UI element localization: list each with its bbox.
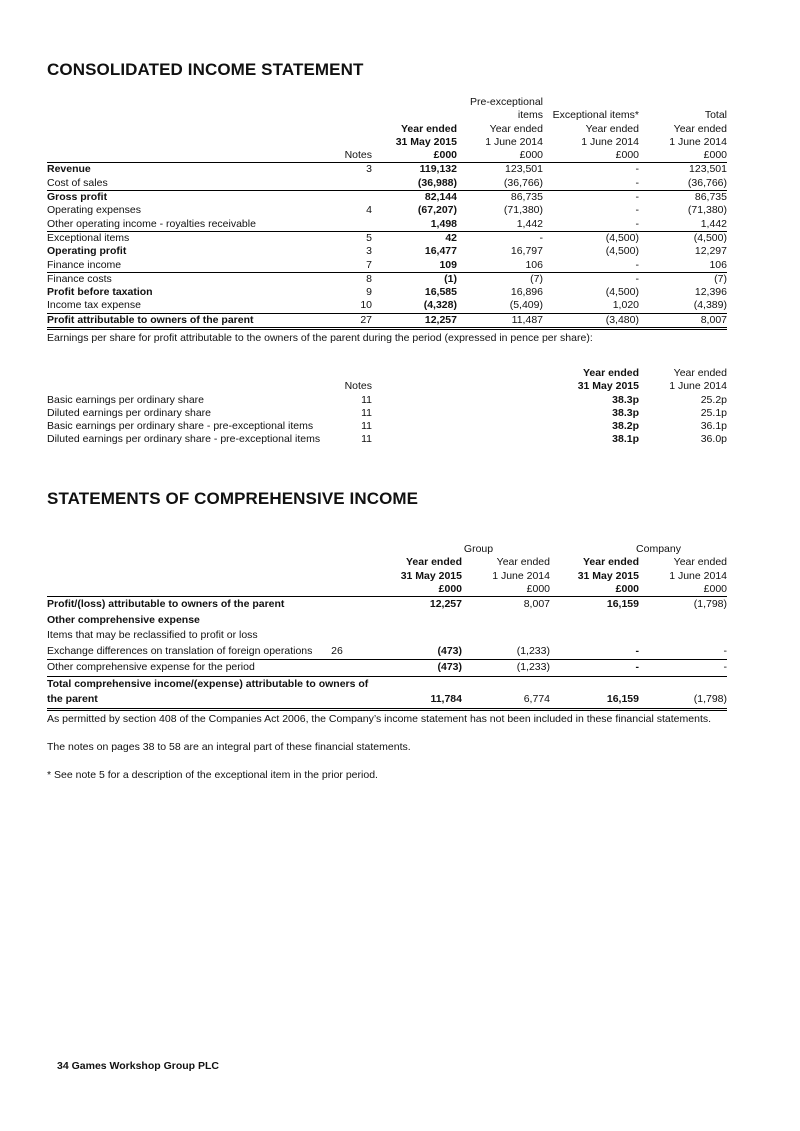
value-total-2014: 12,396 <box>694 286 727 299</box>
value-2015: (4,328) <box>372 299 457 313</box>
value-total-2014: (36,766) <box>639 177 727 191</box>
row-note <box>307 177 372 191</box>
value-pre-exceptional-2014: 16,797 <box>510 245 543 258</box>
company-value-2015 <box>550 676 639 692</box>
company-value-2015: - <box>550 644 639 660</box>
value-exceptional-2014: - <box>635 191 639 204</box>
row-note <box>307 218 372 232</box>
table-row <box>47 218 727 232</box>
company-value-2015 <box>550 613 639 629</box>
row-label: Gross profit <box>47 191 108 204</box>
group-value-2015 <box>367 628 462 644</box>
table-row <box>47 272 727 286</box>
value-2015: 119,132 <box>419 163 457 176</box>
value-total-2014: 86,735 <box>694 191 727 204</box>
notes-header: Notes <box>344 380 372 393</box>
value-2015: 38.3p <box>612 393 639 406</box>
table-row <box>47 177 727 191</box>
value-pre-exceptional-2014: 86,735 <box>510 191 543 204</box>
value-2015: 38.2p <box>612 420 639 433</box>
value-pre-exceptional-2014: 11,487 <box>457 313 543 328</box>
row-label: Operating expenses <box>47 204 141 217</box>
company-value-2014: - <box>639 660 727 677</box>
header-cell: 31 May 2015 <box>577 380 639 393</box>
header-cell: 1 June 2014 <box>485 135 543 148</box>
header-cell: Year ended <box>582 556 639 569</box>
table-row <box>47 394 727 407</box>
group-value-2015: (473) <box>367 644 462 660</box>
value-exceptional-2014: - <box>543 259 639 273</box>
row-note <box>307 597 367 613</box>
group-value-2015: (473) <box>367 660 462 677</box>
value-2015: 16,477 <box>424 245 457 258</box>
header-row <box>47 380 727 393</box>
header-row <box>47 109 727 122</box>
header-row <box>47 543 727 556</box>
value-total-2014: (7) <box>714 272 727 285</box>
row-label: the parent <box>47 692 307 709</box>
value-2015: (36,988) <box>372 177 457 191</box>
header-cell: Year ended <box>489 122 543 135</box>
value-pre-exceptional-2014: - <box>539 231 543 244</box>
group-value-2014: (1,233) <box>462 644 550 660</box>
header-cell: Total <box>704 109 727 122</box>
header-row <box>47 570 727 583</box>
value-total-2014: 123,501 <box>689 163 727 176</box>
row-label: Diluted earnings per ordinary share <box>47 406 212 419</box>
eps-table <box>47 367 727 447</box>
row-label: Finance income <box>47 259 307 273</box>
value-exceptional-2014: - <box>635 163 639 176</box>
header-cell: 1 June 2014 <box>492 569 550 582</box>
header-cell: 31 May 2015 <box>400 569 462 582</box>
row-label: Exchange differences on translation of foreign operations <box>47 644 307 660</box>
header-cell: £000 <box>457 149 543 163</box>
header-cell: £000 <box>462 583 550 597</box>
comprehensive-income-title: STATEMENTS OF COMPREHENSIVE INCOME <box>47 489 419 508</box>
table-row <box>47 644 727 660</box>
value-exceptional-2014: - <box>543 177 639 191</box>
header-cell: Year ended <box>673 367 727 379</box>
value-total-2014: 8,007 <box>639 313 727 328</box>
company-value-2015 <box>550 628 639 644</box>
header-cell: Year ended <box>405 556 462 569</box>
row-note <box>307 692 367 709</box>
value-exceptional-2014: (4,500) <box>605 231 639 244</box>
header-cell: Year ended <box>673 556 728 569</box>
table-row <box>47 259 727 273</box>
header-row <box>47 149 727 163</box>
value-2015: (1) <box>444 272 457 285</box>
table-row <box>47 245 727 258</box>
header-row <box>47 583 727 597</box>
value-pre-exceptional-2014: (71,380) <box>503 204 543 217</box>
header-cell: Year ended <box>582 367 639 379</box>
value-total-2014: 12,297 <box>694 245 727 258</box>
note-integral-part: The notes on pages 38 to 58 are an integral part of these financial statements. <box>47 741 411 753</box>
row-note: 27 <box>307 313 372 328</box>
value-pre-exceptional-2014: 16,896 <box>510 286 543 299</box>
value-exceptional-2014: 1,020 <box>543 299 639 313</box>
company-value-2014: - <box>639 644 727 660</box>
company-value-2014: (1,798) <box>693 598 728 611</box>
value-2014: 25.1p <box>700 406 727 419</box>
table-row <box>47 286 727 299</box>
table-row <box>47 692 727 709</box>
row-note: 8 <box>366 272 372 285</box>
table-row <box>47 433 727 446</box>
income-statement-title: CONSOLIDATED INCOME STATEMENT <box>47 60 364 79</box>
group-value-2014 <box>462 628 550 644</box>
header-cell: £000 <box>372 149 457 163</box>
row-note <box>307 628 367 644</box>
header-cell: £000 <box>639 583 727 597</box>
header-cell: Year ended <box>400 122 457 135</box>
row-label: Basic earnings per ordinary share - pre-exceptional items <box>47 420 314 433</box>
value-pre-exceptional-2014: (5,409) <box>457 299 543 313</box>
header-cell: 1 June 2014 <box>669 569 728 582</box>
eps-intro: Earnings per share for profit attributable to the owners of the parent during the period (expressed in pence per share): <box>47 332 593 344</box>
value-2015: 42 <box>445 231 457 244</box>
row-label: Income tax expense <box>47 299 307 313</box>
note-section-408: As permitted by section 408 of the Companies Act 2006, the Company’s income statement has not been included in these financial statements. <box>47 713 712 725</box>
value-exceptional-2014: (4,500) <box>605 286 639 299</box>
header-cell: 31 May 2015 <box>577 569 639 582</box>
value-pre-exceptional-2014: (36,766) <box>457 177 543 191</box>
value-exceptional-2014: - <box>543 218 639 232</box>
row-label: Profit attributable to owners of the parent <box>47 313 307 328</box>
value-2015: 12,257 <box>372 313 457 328</box>
header-cell: 1 June 2014 <box>669 135 727 148</box>
row-label: Exceptional items <box>47 231 130 244</box>
header-cell: £000 <box>639 149 727 163</box>
header-cell: £000 <box>543 149 639 163</box>
row-label: Other comprehensive expense for the period <box>47 660 307 677</box>
table-row <box>47 191 727 205</box>
value-total-2014: (4,389) <box>639 299 727 313</box>
value-total-2014: 1,442 <box>639 218 727 232</box>
value-pre-exceptional-2014: 106 <box>457 259 543 273</box>
value-2015: 109 <box>372 259 457 273</box>
header-row <box>47 123 727 136</box>
group-value-2014: (1,233) <box>462 660 550 677</box>
company-value-2015: 16,159 <box>550 692 639 709</box>
value-2015: 1,498 <box>372 218 457 232</box>
row-note: 10 <box>307 299 372 313</box>
table-row <box>47 313 727 328</box>
value-exceptional-2014: - <box>635 272 639 285</box>
group-value-2014: 6,774 <box>462 692 550 709</box>
group-value-2015 <box>367 613 462 629</box>
table-row <box>47 420 727 433</box>
row-label: Diluted earnings per ordinary share - pre-exceptional items <box>47 433 321 446</box>
header-cell: Year ended <box>585 122 639 135</box>
row-note: 3 <box>366 245 372 258</box>
value-pre-exceptional-2014: (7) <box>530 272 543 285</box>
header-row <box>47 96 727 109</box>
row-label: Finance costs <box>47 272 112 285</box>
row-label: Items that may be reclassified to profit or loss <box>47 629 258 642</box>
group-value-2014 <box>462 613 550 629</box>
comprehensive-income-table <box>47 543 727 711</box>
value-total-2014: (4,500) <box>693 231 727 244</box>
company-value-2014: (1,798) <box>639 692 727 709</box>
row-note: 26 <box>307 644 367 660</box>
notes-header: Notes <box>307 149 372 163</box>
header-cell: 1 June 2014 <box>581 135 639 148</box>
header-cell: Pre-exceptional <box>470 96 543 108</box>
row-label: Total comprehensive income/(expense) attributable to owners of <box>47 677 369 690</box>
table-row <box>47 299 727 313</box>
row-note: 3 <box>366 163 372 176</box>
group-value-2015: 12,257 <box>429 598 462 611</box>
value-pre-exceptional-2014: 1,442 <box>457 218 543 232</box>
value-2015: 82,144 <box>424 191 457 204</box>
company-value-2015: - <box>550 660 639 677</box>
value-exceptional-2014: (4,500) <box>605 245 639 258</box>
row-label: Basic earnings per ordinary share <box>47 393 204 406</box>
row-label: Profit/(loss) attributable to owners of the parent <box>47 598 285 611</box>
table-row <box>47 597 727 613</box>
table-row <box>47 163 727 177</box>
header-cell: Year ended <box>496 556 550 569</box>
table-row <box>47 660 727 677</box>
header-row <box>47 136 727 149</box>
value-2014: 36.0p <box>700 433 727 446</box>
table-row <box>47 613 727 629</box>
value-2015: (67,207) <box>417 204 457 217</box>
row-note: 11 <box>361 420 372 433</box>
row-note: 5 <box>366 231 372 244</box>
value-total-2014: 106 <box>639 259 727 273</box>
row-note: 11 <box>361 406 372 419</box>
row-label: Revenue <box>47 163 91 176</box>
row-note: 9 <box>366 286 372 299</box>
row-label: Other operating income - royalties receivable <box>47 218 307 232</box>
value-2015: 16,585 <box>424 286 457 299</box>
company-value-2014 <box>639 628 727 644</box>
value-2015: 38.3p <box>612 406 639 419</box>
header-cell: items <box>517 109 543 122</box>
row-note: 7 <box>307 259 372 273</box>
group-header: Group <box>463 543 494 555</box>
row-label: Other comprehensive expense <box>47 613 200 626</box>
table-row <box>47 204 727 217</box>
value-2014: 36.1p <box>700 420 727 433</box>
group-value-2015: 11,784 <box>367 692 462 709</box>
row-label: Cost of sales <box>47 177 307 191</box>
income-statement-table <box>47 96 727 330</box>
value-total-2014: (71,380) <box>687 204 727 217</box>
table-row <box>47 676 727 692</box>
group-value-2015 <box>367 676 462 692</box>
company-value-2014 <box>639 676 727 692</box>
header-row <box>47 556 727 569</box>
row-label: Operating profit <box>47 245 127 258</box>
value-exceptional-2014: (3,480) <box>543 313 639 328</box>
value-pre-exceptional-2014: 123,501 <box>505 163 543 176</box>
row-note <box>307 613 367 629</box>
row-note <box>307 191 372 205</box>
note-exceptional-item: * See note 5 for a description of the exceptional item in the prior period. <box>47 769 378 781</box>
header-cell: £000 <box>367 583 462 597</box>
value-2015: 38.1p <box>612 433 639 446</box>
header-cell: Exceptional items* <box>552 109 639 122</box>
company-value-2014 <box>639 613 727 629</box>
company-header: Company <box>636 543 681 555</box>
page-footer: 34 Games Workshop Group PLC <box>57 1060 220 1072</box>
group-value-2014: 8,007 <box>523 598 550 611</box>
header-cell: Year ended <box>673 122 727 135</box>
row-note: 4 <box>366 204 372 217</box>
row-note <box>307 660 367 677</box>
company-value-2015: 16,159 <box>606 598 639 611</box>
group-value-2014 <box>462 676 550 692</box>
row-note: 11 <box>361 393 372 406</box>
row-label: Profit before taxation <box>47 286 153 299</box>
header-cell: 1 June 2014 <box>669 380 727 393</box>
table-row <box>47 407 727 420</box>
value-exceptional-2014: - <box>635 204 639 217</box>
row-note: 11 <box>361 433 372 446</box>
header-cell: 31 May 2015 <box>395 135 457 148</box>
value-2014: 25.2p <box>700 393 727 406</box>
table-row <box>47 628 727 644</box>
header-cell: £000 <box>550 583 639 597</box>
header-row <box>47 367 727 380</box>
table-row <box>47 231 727 245</box>
